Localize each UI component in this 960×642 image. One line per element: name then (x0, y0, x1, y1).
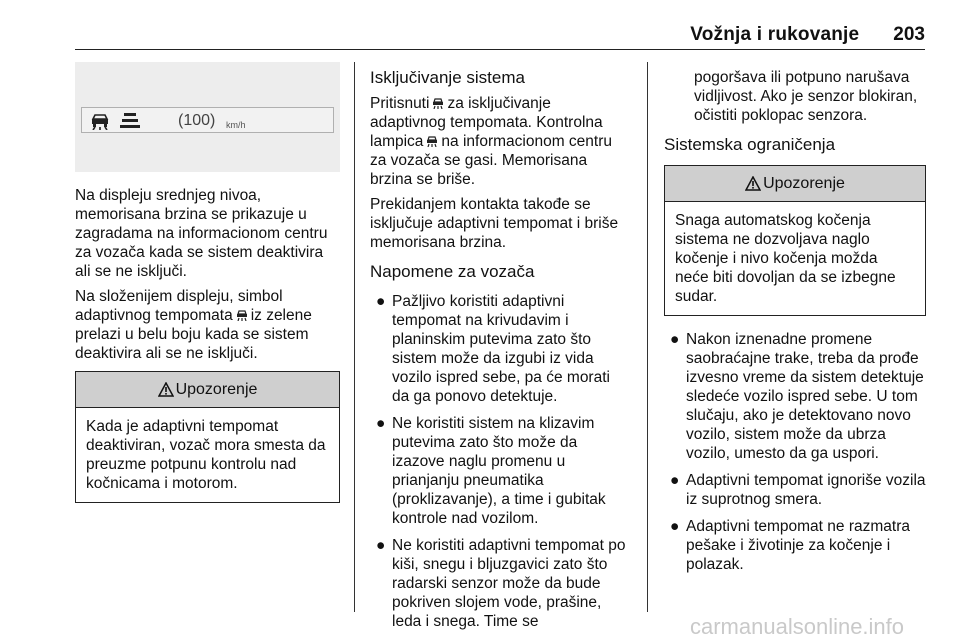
distance-lines-icon (120, 113, 140, 129)
adaptive-cruise-icon (426, 135, 438, 147)
column-divider (354, 62, 355, 612)
warning-header (76, 372, 339, 408)
section-heading: Napomene za vozača (370, 262, 535, 281)
adaptive-cruise-icon (236, 309, 248, 321)
paragraph: Prekidanjem kontakta takođe se isključuje adaptivni tempomat i briše memorisana brzina. (370, 196, 619, 251)
display-illustration (75, 62, 340, 172)
warning-box (664, 165, 926, 316)
warning-header (665, 166, 925, 202)
paragraph: Na složenijem displeju, simbol adaptivnog tempomata iz zelene prelazi u belu boju kada se sistem deaktivira ali se ne isključi. (75, 288, 312, 362)
column-divider (647, 62, 648, 612)
warning-box (75, 371, 340, 503)
column-middle (370, 68, 630, 639)
section-heading: Isključivanje sistema (370, 68, 525, 87)
section-heading: Sistemska ograničenja (664, 135, 836, 154)
page-header (75, 26, 925, 50)
list-item: ● Adaptivni tempomat ne razmatra pešake i životinje za kočenje i polazak. (670, 518, 910, 573)
speed-unit: km/h (226, 120, 246, 130)
warning-triangle-icon (745, 176, 761, 191)
paragraph: Pritisnuti za isključivanje adaptivnog tempomata. Kontrolna lampica na informacionom centru za vozača se gasi. Memorisana brzina se briše. (370, 95, 613, 188)
paragraph: Na displeju srednjeg nivoa, memorisana brzina se prikazuje u zagradama na informacionom centru za vozača kada se sistem deaktivira ali se ne isključi. (75, 187, 328, 280)
driver-info-display (81, 107, 334, 133)
list-item: ● Ne koristiti adaptivni tempomat po kiši, snegu i bljuzgavici zato što radarski senzor može da bude pokriven slojem vode, prašine, leda i snega. Time se (376, 537, 626, 630)
page-number: 203 (893, 24, 925, 45)
list-item: ● Adaptivni tempomat ignoriše vozila iz suprotnog smera. (670, 472, 926, 508)
adaptive-cruise-icon (432, 97, 444, 109)
bullet-list (664, 330, 926, 574)
warning-text: Kada je adaptivni tempomat deaktiviran, vozač mora smesta da preuzme potpunu kontrolu nad kočnicama i motorom. (86, 418, 326, 492)
column-right (664, 68, 926, 582)
adaptive-cruise-icon (90, 112, 110, 130)
paragraph: pogoršava ili potpuno narušava vidljivost. Ako je senzor blokiran, očistiti poklopac senzora. (694, 69, 918, 124)
list-item: ● Nakon iznenadne promene saobraćajne trake, treba da prođe izvesno vreme da sistem detektuje sledeće vozilo ispred sebe. U tom slučaju, ako je detektovano novo vozilo, sistem može da ubrza vozilo, umesto da ga uspori. (670, 331, 924, 462)
column-left (75, 62, 340, 517)
warning-triangle-icon (158, 382, 174, 397)
chapter-title: Vožnja i rukovanje (690, 24, 860, 45)
list-item: ● Pažljivo koristiti adaptivni tempomat na krivudavim i planinskim putevima zato što sistem može da izgubi iz vida vozilo ispred sebe, pa će morati da ga ponovo detektuje. (376, 293, 610, 405)
warning-title: Upozorenje (175, 381, 258, 398)
bullet-list (370, 292, 630, 631)
memorized-speed: (100) (178, 112, 216, 129)
warning-title: Upozorenje (763, 175, 845, 192)
list-item: ● Ne koristiti sistem na klizavim putevima zato što može da izazove naglu promenu u prianjanju pneumatika (proklizavanje), a time i gubitak kontrole nad vozilom. (376, 415, 606, 527)
warning-text: Snaga automatskog kočenja sistema ne dozvoljava naglo kočenje i nivo kočenja možda neće biti dovoljan da se izbegne sudar. (675, 212, 896, 305)
watermark-text: carmanualsonline.info (690, 614, 905, 639)
